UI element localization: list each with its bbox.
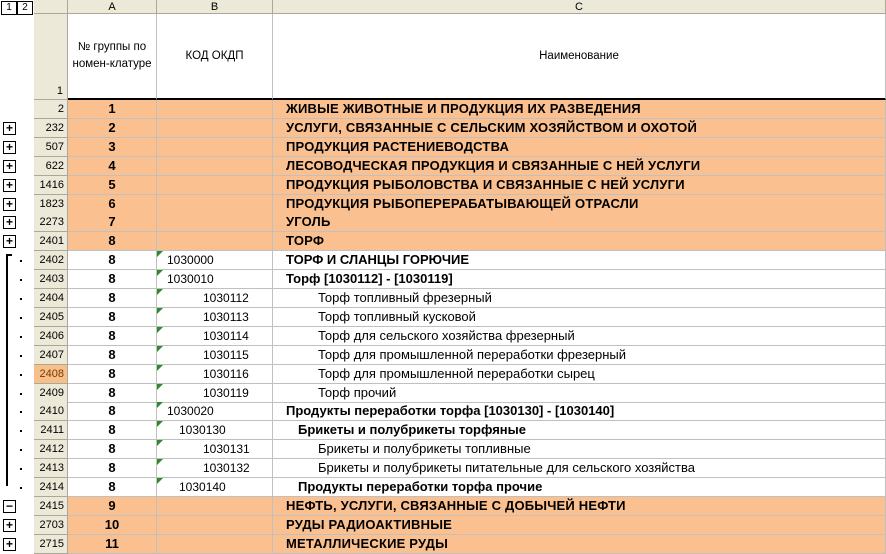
text-number-marker-icon: [157, 440, 163, 446]
name-cell[interactable]: ПРОДУКЦИЯ РЫБОЛОВСТВА И СВЯЗАННЫЕ С НЕЙ УСЛУГИ: [273, 176, 886, 195]
row-number[interactable]: 1: [34, 14, 68, 100]
outline-dot-icon: [20, 411, 22, 413]
outline-dot-icon: [20, 336, 22, 338]
row-number[interactable]: 2402: [34, 251, 68, 270]
row-number[interactable]: 2412: [34, 440, 68, 459]
okdp-code-text: 1030140: [179, 480, 226, 494]
outline-dot-icon: [20, 393, 22, 395]
okdp-code-text: 1030112: [203, 291, 249, 305]
outline-dot-icon: [20, 355, 22, 357]
group-number-cell[interactable]: 5: [68, 176, 157, 195]
name-cell[interactable]: ЖИВЫЕ ЖИВОТНЫЕ И ПРОДУКЦИЯ ИХ РАЗВЕДЕНИЯ: [273, 100, 886, 119]
okdp-code-cell[interactable]: [157, 421, 273, 440]
group-number-cell[interactable]: 1: [68, 100, 157, 119]
text-number-marker-icon: [157, 289, 163, 295]
name-cell[interactable]: Торф для сельского хозяйства фрезерный: [273, 327, 886, 346]
name-cell[interactable]: Торф [1030112] - [1030119]: [273, 270, 886, 289]
expand-group-icon[interactable]: +: [3, 160, 16, 173]
okdp-code-cell[interactable]: [157, 289, 273, 308]
row-number[interactable]: 1416: [34, 176, 68, 195]
okdp-code-cell[interactable]: [157, 365, 273, 384]
group-number-cell[interactable]: 8: [68, 327, 157, 346]
name-cell[interactable]: ПРОДУКЦИЯ РЫБОПЕРЕРАБАТЫВАЮЩЕЙ ОТРАСЛИ: [273, 195, 886, 214]
row-number[interactable]: 2411: [34, 421, 68, 440]
row-number[interactable]: 2410: [34, 402, 68, 421]
okdp-code-cell[interactable]: [157, 440, 273, 459]
expand-group-icon[interactable]: +: [3, 179, 16, 192]
okdp-code-cell[interactable]: [157, 497, 273, 516]
text-number-marker-icon: [157, 402, 163, 408]
name-cell[interactable]: МЕТАЛЛИЧЕСКИЕ РУДЫ: [273, 535, 886, 554]
name-cell[interactable]: Брикеты и полубрикеты топливные: [273, 440, 886, 459]
text-number-marker-icon: [157, 308, 163, 314]
name-cell[interactable]: Торф для промышленной переработки сырец: [273, 365, 886, 384]
name-cell[interactable]: УСЛУГИ, СВЯЗАННЫЕ С СЕЛЬСКИМ ХОЗЯЙСТВОМ И ОХОТОЙ: [273, 119, 886, 138]
okdp-code-cell[interactable]: [157, 535, 273, 554]
group-number-cell[interactable]: 8: [68, 232, 157, 251]
text-number-marker-icon: [157, 384, 163, 390]
okdp-code-cell[interactable]: [157, 346, 273, 365]
outline-bracket: [6, 254, 8, 486]
group-number-cell[interactable]: 2: [68, 119, 157, 138]
row-number[interactable]: 2407: [34, 346, 68, 365]
collapse-group-icon[interactable]: −: [3, 500, 16, 513]
expand-group-icon[interactable]: +: [3, 216, 16, 229]
row-number[interactable]: 2: [34, 100, 68, 119]
outline-dot-icon: [20, 374, 22, 376]
name-cell[interactable]: Брикеты и полубрикеты торфяные: [273, 421, 886, 440]
okdp-code-cell[interactable]: [157, 232, 273, 251]
okdp-code-text: 1030119: [203, 385, 249, 400]
row-number[interactable]: 2273: [34, 213, 68, 232]
okdp-code-text: 1030116: [203, 366, 249, 381]
column-header-a[interactable]: A: [68, 0, 157, 14]
okdp-code-cell[interactable]: [157, 402, 273, 421]
expand-group-icon[interactable]: +: [3, 198, 16, 211]
group-number-cell[interactable]: 8: [68, 459, 157, 478]
okdp-code-cell[interactable]: [157, 327, 273, 346]
okdp-code-cell[interactable]: [157, 478, 273, 497]
group-number-cell[interactable]: 8: [68, 346, 157, 365]
name-cell[interactable]: Торф прочий: [273, 384, 886, 403]
text-number-marker-icon: [157, 365, 163, 371]
outline-dot-icon: [20, 260, 22, 262]
outline-dot-icon: [20, 298, 22, 300]
name-cell[interactable]: ТОРФ: [273, 232, 886, 251]
okdp-code-cell[interactable]: [157, 251, 273, 270]
okdp-code-cell[interactable]: [157, 213, 273, 232]
okdp-code-text: 1030132: [203, 461, 250, 476]
okdp-code-cell[interactable]: [157, 308, 273, 327]
outline-level-1-button[interactable]: 1: [1, 1, 17, 15]
okdp-code-cell[interactable]: [157, 138, 273, 157]
text-number-marker-icon: [157, 346, 163, 352]
row-number[interactable]: 2401: [34, 232, 68, 251]
okdp-code-header[interactable]: КОД ОКДП: [157, 14, 273, 100]
group-number-header[interactable]: № группы по номен-клатуре: [68, 14, 157, 100]
group-number-cell[interactable]: 8: [68, 365, 157, 384]
group-number-cell[interactable]: 8: [68, 402, 157, 421]
group-number-cell[interactable]: 6: [68, 195, 157, 214]
group-number-cell[interactable]: 8: [68, 421, 157, 440]
name-cell[interactable]: Брикеты и полубрикеты питательные для сельского хозяйства: [273, 459, 886, 478]
text-number-marker-icon: [157, 327, 163, 333]
name-cell[interactable]: НЕФТЬ, УСЛУГИ, СВЯЗАННЫЕ С ДОБЫЧЕЙ НЕФТИ: [273, 497, 886, 516]
row-number[interactable]: 2408: [34, 365, 68, 384]
expand-group-icon[interactable]: +: [3, 122, 16, 135]
row-number[interactable]: 507: [34, 138, 68, 157]
row-number[interactable]: 232: [34, 119, 68, 138]
group-number-cell[interactable]: 8: [68, 478, 157, 497]
row-number[interactable]: 2405: [34, 308, 68, 327]
okdp-code-text: 1030114: [203, 328, 249, 343]
outline-dot-icon: [20, 317, 22, 319]
text-number-marker-icon: [157, 270, 163, 276]
row-number[interactable]: 2403: [34, 270, 68, 289]
column-header-b[interactable]: B: [157, 0, 273, 14]
row-number[interactable]: 2406: [34, 327, 68, 346]
group-number-cell[interactable]: 8: [68, 289, 157, 308]
expand-group-icon[interactable]: +: [3, 538, 16, 551]
okdp-code-cell[interactable]: [157, 157, 273, 176]
name-cell[interactable]: УГОЛЬ: [273, 213, 886, 232]
group-number-cell[interactable]: 9: [68, 497, 157, 516]
okdp-code-cell[interactable]: [157, 270, 273, 289]
okdp-code-text: 1030000: [167, 253, 214, 268]
group-number-cell[interactable]: 8: [68, 440, 157, 459]
name-cell[interactable]: Продукты переработки торфа [1030130] - [1030140]: [273, 402, 886, 421]
name-cell[interactable]: ПРОДУКЦИЯ РАСТЕНИЕВОДСТВА: [273, 138, 886, 157]
okdp-code-cell[interactable]: [157, 100, 273, 119]
group-number-cell[interactable]: 8: [68, 384, 157, 403]
name-cell[interactable]: РУДЫ РАДИОАКТИВНЫЕ: [273, 516, 886, 535]
okdp-code-text: 1030113: [203, 309, 249, 324]
outline-dot-icon: [20, 449, 22, 451]
text-number-marker-icon: [157, 459, 163, 465]
name-cell[interactable]: Торф топливный фрезерный: [273, 289, 886, 308]
expand-group-icon[interactable]: +: [3, 141, 16, 154]
okdp-code-text: 1030130: [179, 423, 226, 438]
okdp-code-text: 1030131: [203, 442, 250, 457]
okdp-code-text: 1030020: [167, 404, 214, 419]
group-number-cell[interactable]: 8: [68, 270, 157, 289]
row-number[interactable]: 2404: [34, 289, 68, 308]
group-number-cell[interactable]: 10: [68, 516, 157, 535]
row-number[interactable]: 2415: [34, 497, 68, 516]
name-cell[interactable]: Торф топливный кусковой: [273, 308, 886, 327]
outline-dot-icon: [20, 487, 22, 489]
text-number-marker-icon: [157, 251, 163, 257]
row-number[interactable]: 622: [34, 157, 68, 176]
row-number[interactable]: 2414: [34, 478, 68, 497]
select-all-corner[interactable]: [34, 0, 68, 14]
outline-dot-icon: [20, 430, 22, 432]
column-header-c[interactable]: C: [273, 0, 886, 14]
okdp-code-cell[interactable]: [157, 176, 273, 195]
group-number-cell[interactable]: 8: [68, 251, 157, 270]
outline-level-2-button[interactable]: 2: [17, 1, 33, 15]
group-number-cell[interactable]: 11: [68, 535, 157, 554]
okdp-code-cell[interactable]: [157, 119, 273, 138]
text-number-marker-icon: [157, 478, 163, 484]
group-number-cell[interactable]: 4: [68, 157, 157, 176]
okdp-code-text: 1030010: [167, 272, 214, 287]
row-number[interactable]: 1823: [34, 195, 68, 214]
name-cell[interactable]: Продукты переработки торфа прочие: [273, 478, 886, 497]
name-cell[interactable]: ЛЕСОВОДЧЕСКАЯ ПРОДУКЦИЯ И СВЯЗАННЫЕ С НЕЙ УСЛУГИ: [273, 157, 886, 176]
okdp-code-cell[interactable]: [157, 459, 273, 478]
okdp-code-cell[interactable]: [157, 195, 273, 214]
group-number-cell[interactable]: 7: [68, 213, 157, 232]
outline-dot-icon: [20, 468, 22, 470]
group-number-cell[interactable]: 8: [68, 308, 157, 327]
text-number-marker-icon: [157, 421, 163, 427]
row-number[interactable]: 2703: [34, 516, 68, 535]
outline-dot-icon: [20, 279, 22, 281]
row-number[interactable]: 2413: [34, 459, 68, 478]
row-number[interactable]: 2715: [34, 535, 68, 554]
group-number-cell[interactable]: 3: [68, 138, 157, 157]
expand-group-icon[interactable]: +: [3, 519, 16, 532]
okdp-code-cell[interactable]: [157, 516, 273, 535]
row-number[interactable]: 2409: [34, 384, 68, 403]
name-header[interactable]: Наименование: [273, 14, 886, 100]
name-cell[interactable]: Торф для промышленной переработки фрезерный: [273, 346, 886, 365]
name-cell[interactable]: ТОРФ И СЛАНЦЫ ГОРЮЧИЕ: [273, 251, 886, 270]
okdp-code-text: 1030115: [203, 347, 249, 362]
expand-group-icon[interactable]: +: [3, 235, 16, 248]
okdp-code-cell[interactable]: [157, 384, 273, 403]
